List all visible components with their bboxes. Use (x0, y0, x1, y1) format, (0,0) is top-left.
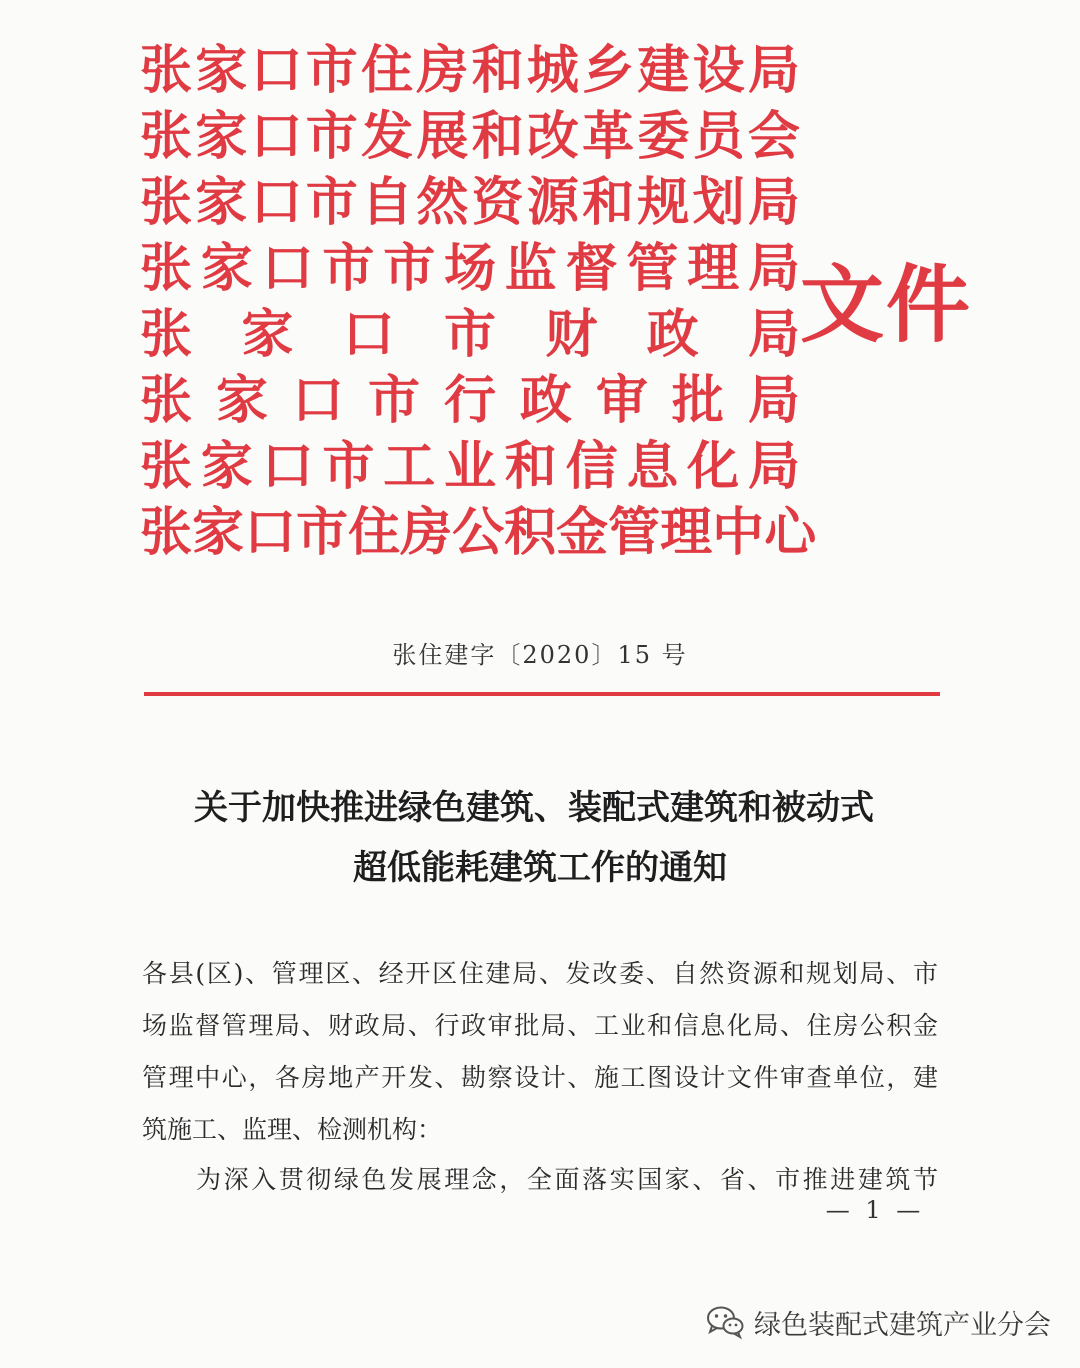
source-watermark (706, 1300, 1051, 1344)
issuer-line: 张 家 口 市 行 政 审 批 局 (140, 370, 800, 431)
issuer-line: 张 家 口 市 发 展 和 改 革 委 员 会 (140, 106, 800, 167)
document-number: 张住建字〔2020〕15 号 (392, 641, 688, 669)
addressee-line: 筑施工、监理、检测机构： (142, 1115, 443, 1144)
addressee-line: 管理中心，各房地产开发、勘察设计、施工图设计文件审查单位，建 (142, 1063, 938, 1092)
issuer-line: 张 家 口 市 财 政 局 (140, 304, 800, 365)
issuer-line: 张 家 口 市 市 场 监 督 管 理 局 (140, 238, 800, 299)
document-type-word: 文件 (800, 255, 973, 354)
page-number: — 1 — (825, 1196, 925, 1224)
issuer-line: 张 家 口 市 住 房 和 城 乡 建 设 局 (140, 40, 800, 101)
addressee-line: 各县(区)、管理区、经开区住建局、发改委、自然资源和规划局、市 (142, 959, 938, 988)
wechat-icon (706, 1305, 744, 1339)
issuer-line: 张 家 口 市 自 然 资 源 和 规 划 局 (140, 172, 800, 233)
document-title-line-2: 超低能耗建筑工作的通知 (353, 848, 727, 888)
issuer-line: 张 家 口 市 住 房 公 积 金 管 理 中 心 (140, 502, 817, 563)
document-title-line-1: 关于加快推进绿色建筑、装配式建筑和被动式 (194, 788, 874, 828)
issuer-line: 张 家 口 市 工 业 和 信 息 化 局 (140, 436, 800, 497)
addressee-line: 场监督管理局、财政局、行政审批局、工业和信息化局、住房公积金 (142, 1011, 938, 1040)
red-divider (144, 692, 940, 696)
watermark-text: 绿色装配式建筑产业分会 (754, 1309, 1051, 1341)
body-paragraph: 为深入贯彻绿色发展理念，全面落实国家、省、市推进建筑节 (196, 1165, 938, 1194)
